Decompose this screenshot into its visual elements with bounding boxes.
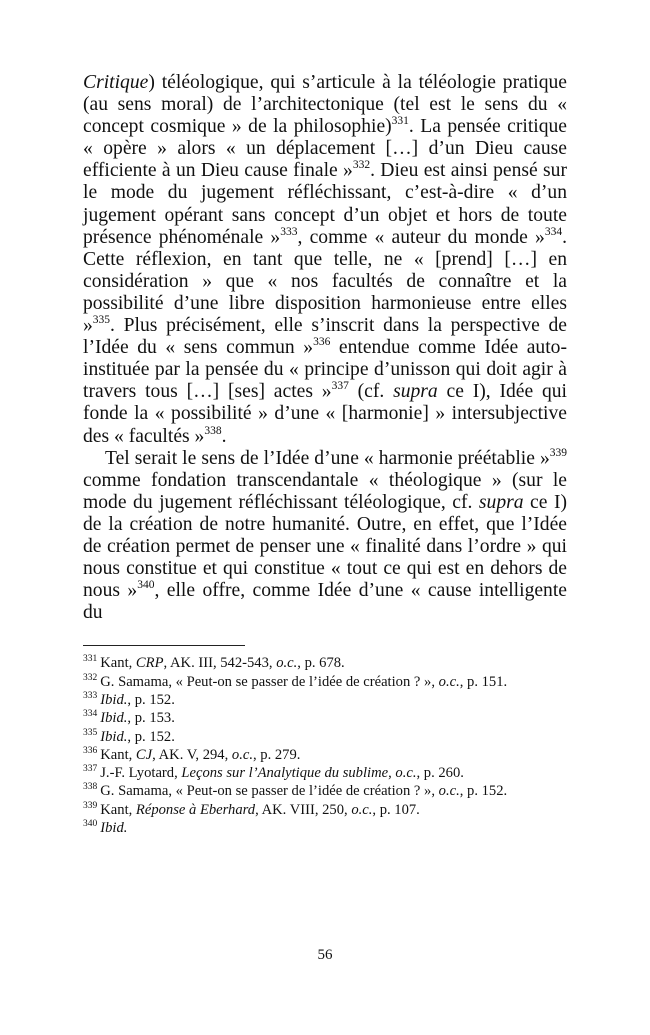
text-run: Kant, (100, 746, 136, 763)
text-run: J.-F. Lyotard, (100, 765, 182, 782)
text-run: comme fondation transcendantale « théologique » (sur le mode du jugement réfléchissant téléologique, cf. (83, 469, 567, 513)
footnote (83, 819, 567, 837)
italic-text: o.c. (276, 655, 298, 672)
text-run: ce I), Idée qui fonde la « possibilité » d’une « [harmonie] » intersubjective des « facultés » (83, 381, 567, 447)
italic-text: o.c. (231, 746, 253, 763)
italic-text: CJ (135, 746, 153, 763)
footnote-ref: 336 (313, 336, 331, 349)
text-run: , p. 260. (416, 765, 464, 782)
footnote (83, 728, 567, 746)
footnote-number: 333 (83, 690, 98, 701)
text-run: , p. 279. (252, 746, 301, 763)
footnote-number: 331 (83, 654, 98, 665)
text-run: , p. 152. (459, 783, 508, 800)
footnote (83, 673, 567, 691)
text-run: , p. 107. (372, 801, 420, 818)
footnote-ref: 331 (391, 115, 409, 128)
text-run: , p. 678. (297, 655, 345, 672)
footnote (83, 709, 567, 727)
body-text (83, 72, 567, 624)
footnote-ref: 334 (544, 225, 563, 238)
footnote-ref: 338 (204, 424, 222, 437)
text-run: Kant, (100, 801, 136, 818)
text-run: . La pensée critique « opère » alors « un déplacement […] d’un Dieu cause efficiente à un Dieu cause finale » (83, 116, 567, 182)
text-run: , elle offre, comme Idée d’une « cause intelligente du (83, 580, 567, 624)
footnote-ref: 335 (92, 314, 111, 327)
text-run: , p. 151. (459, 673, 508, 690)
footnote (83, 654, 567, 672)
footnote-separator (83, 645, 245, 646)
text-run: Kant, (100, 655, 136, 672)
text-run: , AK. VIII, 250, (255, 801, 352, 818)
footnote-number: 336 (83, 745, 98, 756)
footnote (83, 764, 567, 782)
paragraph (83, 72, 567, 448)
italic-text: o.c. (438, 673, 460, 690)
footnote-number: 335 (83, 727, 98, 738)
text-run: (cf. (348, 381, 394, 403)
footnote (83, 691, 567, 709)
paragraph (83, 448, 567, 625)
italic-text: o.c. (395, 765, 417, 782)
footnote (83, 801, 567, 819)
document-page (83, 72, 567, 837)
text-run: . (221, 425, 227, 447)
italic-text: CRP (135, 655, 164, 672)
italic-text: Ibid. (100, 728, 128, 745)
footnote-ref: 333 (280, 225, 298, 238)
text-run: , AK. V, 294, (152, 746, 232, 763)
italic-text: Ibid. (100, 820, 128, 837)
italic-text: o.c. (351, 801, 373, 818)
text-run: ce I) de la création de notre humanité. Outre, en effet, que l’Idée de création permet de penser une « finalité dans l’ordre » qui nous constitue et qui constitue « tout ce qui est en dehors de nous » (83, 491, 567, 602)
text-run: entendue comme Idée auto-instituée par la pensée du « principe d’unisson qui doit agir à travers tous […] [ses] actes » (83, 337, 567, 403)
text-run: ) téléologique, qui s’articule à la téléologie pratique (au sens moral) de l’architectonique (tel est le sens du « concept cosmique » de la philosophie) (83, 72, 567, 138)
footnote-ref: 332 (352, 159, 371, 172)
footnote-ref: 339 (549, 446, 567, 459)
italic-text: supra (393, 381, 438, 403)
italic-text: Leçons sur l’Analytique du sublime (181, 765, 389, 782)
text-run: Tel serait le sens de l’Idée d’une « harmonie préétablie » (105, 447, 550, 469)
text-run: . Plus précisément, elle s’inscrit dans la perspective de l’Idée du « sens commun » (83, 315, 567, 359)
text-run: , (388, 765, 396, 782)
text-run: , p. 152. (127, 728, 175, 745)
footnote-number: 334 (83, 709, 98, 720)
text-run: . Cette réflexion, en tant que telle, ne « [prend] […] en considération » que « nos facultés de connaître et la possibilité d’une libre disposition harmonieuse entre elles » (83, 226, 567, 337)
footnote-number: 332 (83, 672, 98, 683)
footnote (83, 746, 567, 764)
text-run: G. Samama, « Peut-on se passer de l’idée de création ? », (100, 783, 439, 800)
footnotes (83, 654, 567, 837)
text-run: . Dieu est ainsi pensé sur le mode du jugement réfléchissant, c’est-à-dire « d’un jugement opérant sans concept d’un objet et hors de toute présence phénoménale » (83, 160, 567, 248)
text-run: , comme « auteur du monde » (297, 226, 545, 248)
italic-text: Ibid. (100, 710, 128, 727)
footnote-number: 337 (83, 764, 98, 775)
text-run: , p. 152. (127, 691, 175, 708)
italic-text: Réponse à Eberhard (135, 801, 256, 818)
text-run: , AK. III, 542-543, (163, 655, 277, 672)
italic-text: o.c. (438, 783, 460, 800)
footnote-ref: 337 (331, 380, 349, 393)
text-run: G. Samama, « Peut-on se passer de l’idée de création ? », (100, 673, 439, 690)
page-number: 56 (317, 947, 333, 963)
italic-text: supra (478, 491, 524, 513)
text-run: , p. 153. (127, 710, 175, 727)
footnote-number: 339 (83, 800, 98, 811)
footnote-number: 340 (83, 819, 98, 830)
footnote-ref: 340 (137, 579, 155, 592)
footnote-number: 338 (83, 782, 98, 793)
italic-text: Ibid. (100, 691, 128, 708)
italic-text: Critique (83, 72, 149, 93)
footnote (83, 782, 567, 800)
